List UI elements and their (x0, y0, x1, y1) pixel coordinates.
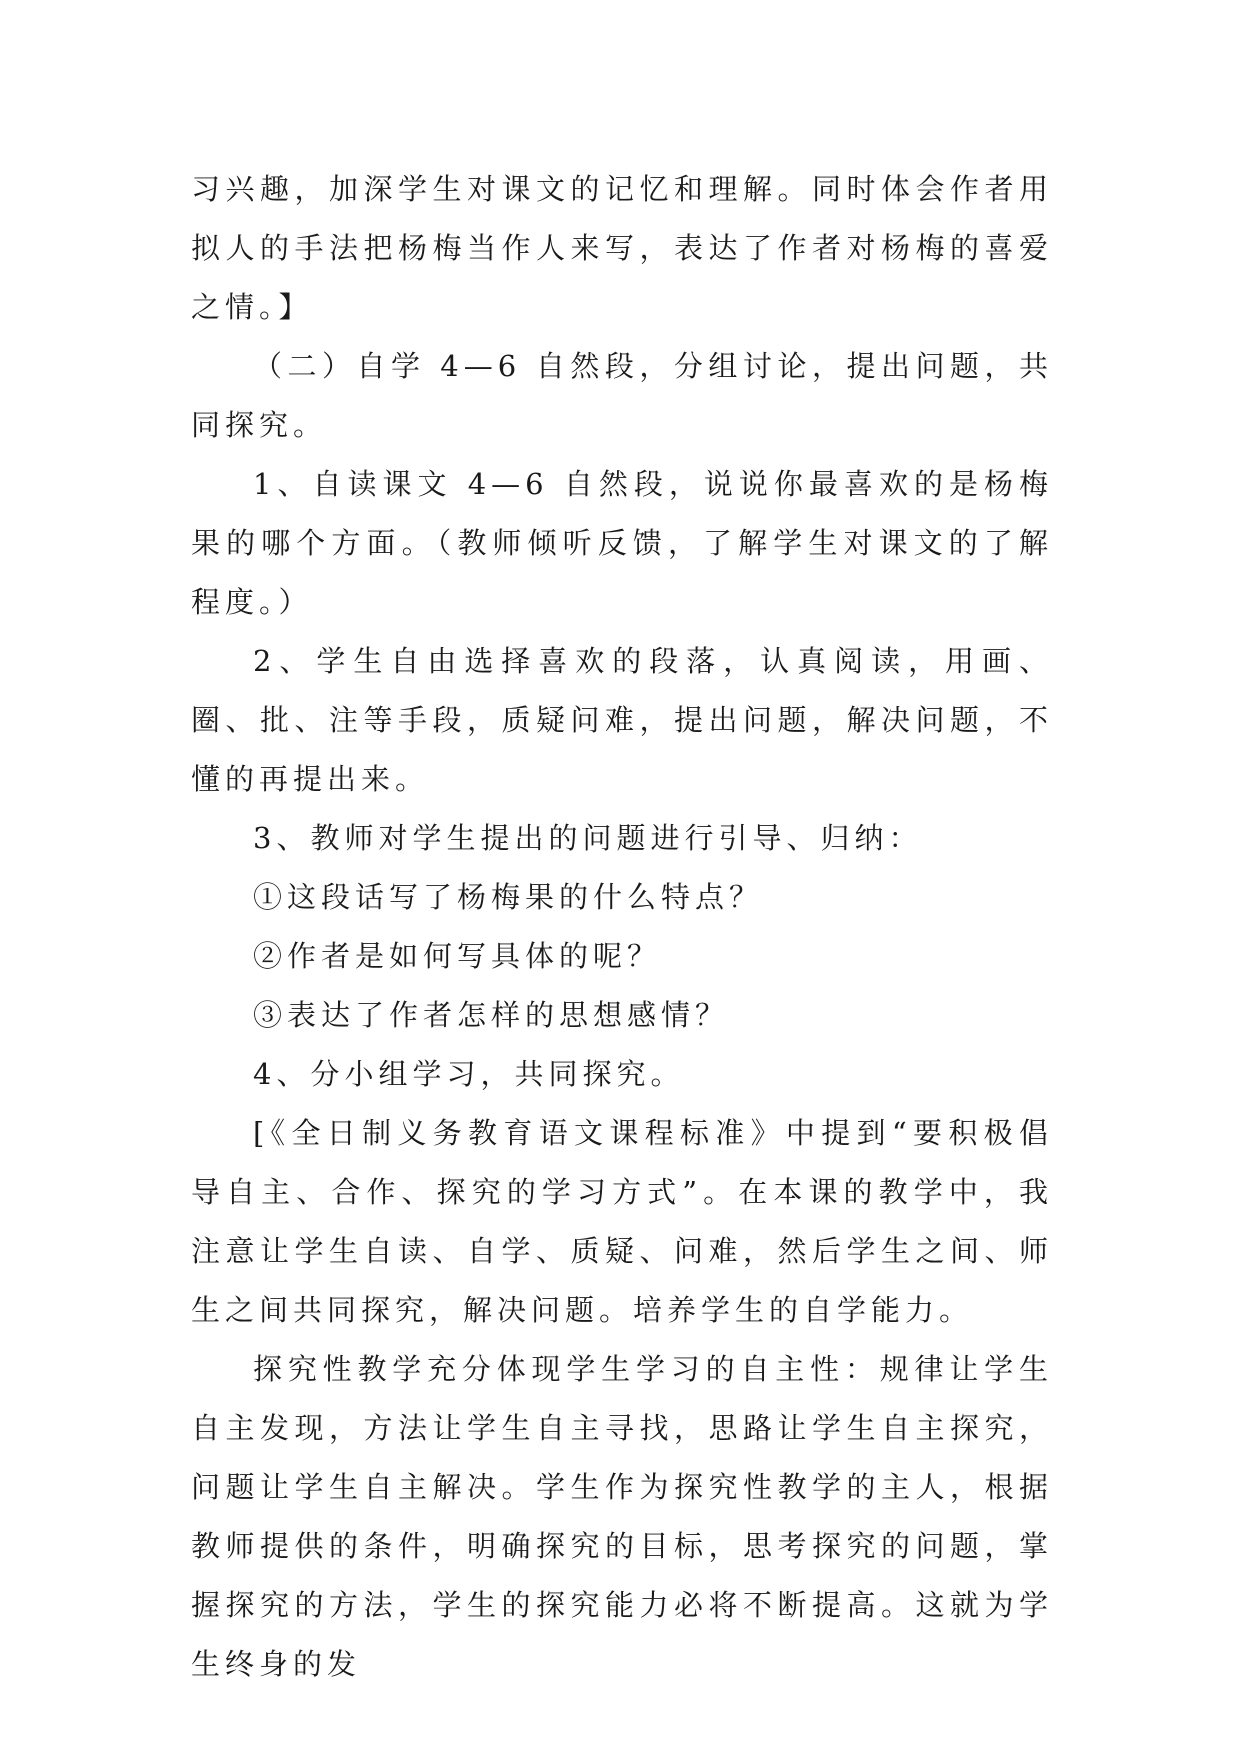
paragraph-4: 2、学生自由选择喜欢的段落，认真阅读，用画、圈、批、注等手段，质疑问难，提出问题，解决问题，不懂的再提出来。 (191, 644, 1053, 796)
paragraph-8: ③表达了作者怎样的思想感情？ (253, 998, 730, 1032)
paragraph-7: ②作者是如何写具体的呢？ (253, 939, 662, 973)
paragraph-10: [《全日制义务教育语文课程标准》中提到“要积极倡导自主、合作、探究的学习方式”。在本课的教学中，我注意让学生自读、自学、质疑、问难，然后学生之间、师生之间共同探究，解决问题。培养学生的自学能力。 (191, 1116, 1053, 1327)
paragraph-3: 1、自读课文 4—6 自然段，说说你最喜欢的是杨梅果的哪个方面。（教师倾听反馈，了解学生对课文的了解程度。） (191, 467, 1053, 619)
document-page (191, 160, 1053, 1694)
paragraph-5: 3、教师对学生提出的问题进行引导、归纳： (253, 821, 923, 855)
paragraph-11: 探究性教学充分体现学生学习的自主性：规律让学生自主发现，方法让学生自主寻找，思路让学生自主探究，问题让学生自主解决。学生作为探究性教学的主人，根据教师提供的条件，明确探究的目标，思考探究的问题，掌握探究的方法，学生的探究能力必将不断提高。这就为学生终身的发 (191, 1352, 1053, 1681)
paragraph-9: 4、分小组学习，共同探究。 (253, 1057, 685, 1091)
paragraph-1: 习兴趣，加深学生对课文的记忆和理解。同时体会作者用拟人的手法把杨梅当作人来写，表达了作者对杨梅的喜爱之情。】 (191, 172, 1053, 324)
paragraph-2: （二）自学 4—6 自然段，分组讨论，提出问题，共同探究。 (191, 349, 1053, 442)
paragraph-6: ①这段话写了杨梅果的什么特点？ (253, 880, 764, 914)
